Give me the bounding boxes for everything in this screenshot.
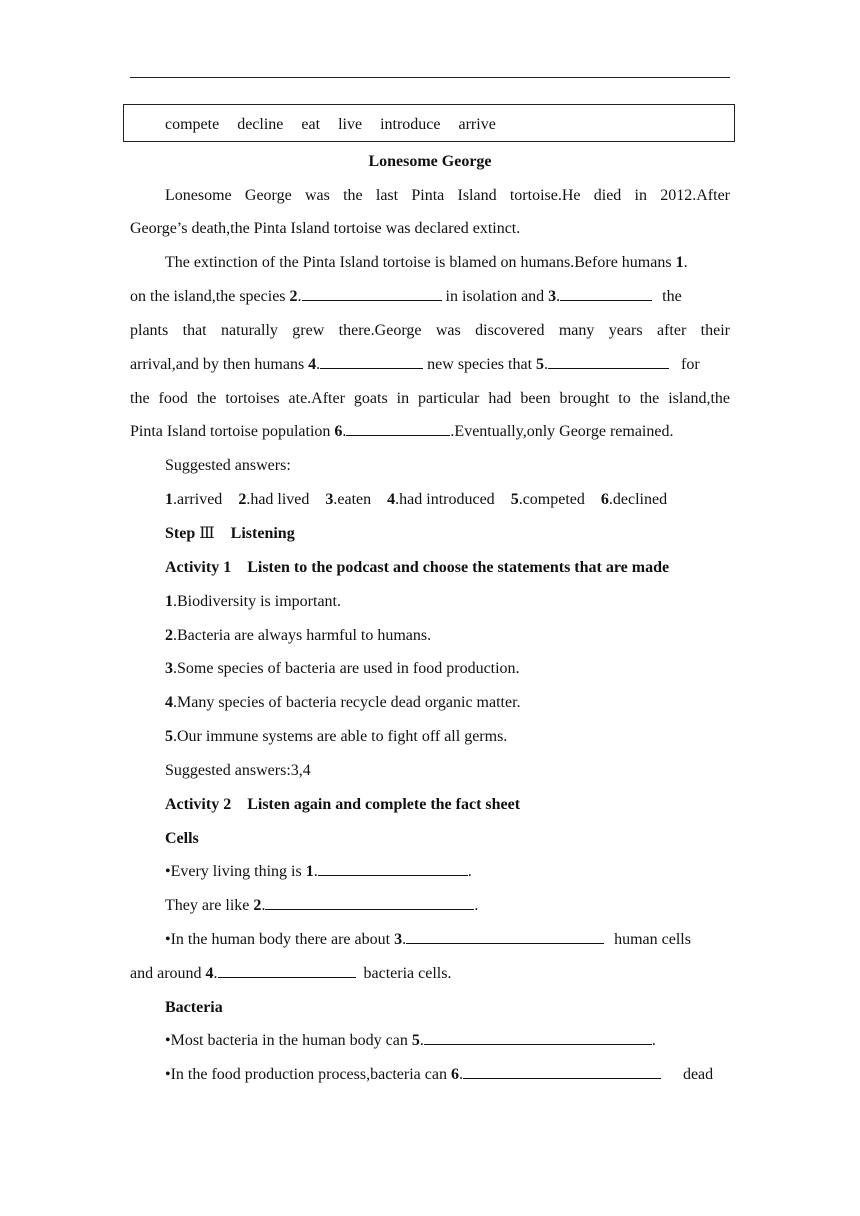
cells-heading: Cells: [165, 830, 199, 847]
p1-line-2: George’s death,the Pinta Island tortoise was declared extinct.: [130, 220, 521, 237]
word-bank-item: decline: [237, 116, 284, 133]
p2-line-1: The extinction of the Pinta Island tortoise is blamed on humans.Before humans 1.: [165, 254, 688, 271]
fact-blank-3[interactable]: [406, 929, 604, 944]
word-bank-item: arrive: [458, 116, 496, 133]
word-bank-item: compete: [165, 116, 220, 133]
suggested-label: Suggested answers:: [165, 457, 291, 474]
bacteria-heading: Bacteria: [165, 999, 223, 1016]
statement-2: 2.Bacteria are always harmful to humans.: [165, 627, 432, 644]
activity2-heading: Activity 2 Listen again and complete the fact sheet: [165, 796, 521, 813]
blank-6[interactable]: [346, 421, 450, 436]
p2-line-4: arrival,and by then humans 4. new species that 5. for: [130, 356, 700, 373]
p2-line-3: plants that naturally grew there.George was discovered many years after their: [130, 322, 730, 339]
word-bank: [165, 116, 510, 134]
statement-4: 4.Many species of bacteria recycle dead organic matter.: [165, 694, 521, 711]
fact-1: •Every living thing is 1. .: [165, 863, 472, 880]
activity1-answer: Suggested answers:3,4: [165, 762, 311, 779]
fact-5: •Most bacteria in the human body can 5. .: [165, 1032, 656, 1049]
statement-3: 3.Some species of bacteria are used in food production.: [165, 660, 520, 677]
fact-6: •In the food production process,bacteria can 6. dead: [165, 1066, 714, 1083]
fact-3-cont: and around 4. bacteria cells.: [130, 965, 452, 982]
word-bank-item: introduce: [380, 116, 441, 133]
fact-2: They are like 2. .: [165, 897, 479, 914]
fact-blank-4[interactable]: [218, 963, 356, 978]
passage-title: Lonesome George: [368, 153, 492, 170]
blank-5[interactable]: [548, 354, 669, 369]
fact-blank-1[interactable]: [318, 861, 468, 876]
blank-4[interactable]: [320, 354, 423, 369]
fact-blank-6[interactable]: [463, 1064, 661, 1079]
step-heading: Step Ⅲ Listening: [165, 525, 295, 542]
word-bank-box: [123, 104, 735, 142]
blank-3[interactable]: [560, 286, 652, 301]
p1-line-1: Lonesome George was the last Pinta Island tortoise.He died in 2012.After: [165, 187, 730, 204]
suggested-answers: 1.arrived 2.had lived 3.eaten 4.had introduced 5.competed 6.declined: [165, 491, 668, 508]
p2-line-5: the food the tortoises ate.After goats in particular had been brought to the island,the: [130, 390, 730, 407]
activity1-heading: Activity 1 Listen to the podcast and choose the statements that are made: [165, 559, 670, 576]
fact-3: •In the human body there are about 3. human cells: [165, 931, 691, 948]
word-bank-item: live: [338, 116, 363, 133]
blank-2[interactable]: [302, 286, 442, 301]
word-bank-item: eat: [301, 116, 321, 133]
p2-line-2: on the island,the species 2. in isolation and 3. the: [130, 288, 682, 305]
fact-blank-5[interactable]: [424, 1030, 652, 1045]
fact-blank-2[interactable]: [265, 895, 474, 910]
statement-1: 1.Biodiversity is important.: [165, 593, 341, 610]
header-rule: [130, 77, 730, 78]
statement-5: 5.Our immune systems are able to fight off all germs.: [165, 728, 508, 745]
p2-line-6: Pinta Island tortoise population 6. .Eventually,only George remained.: [130, 423, 674, 440]
